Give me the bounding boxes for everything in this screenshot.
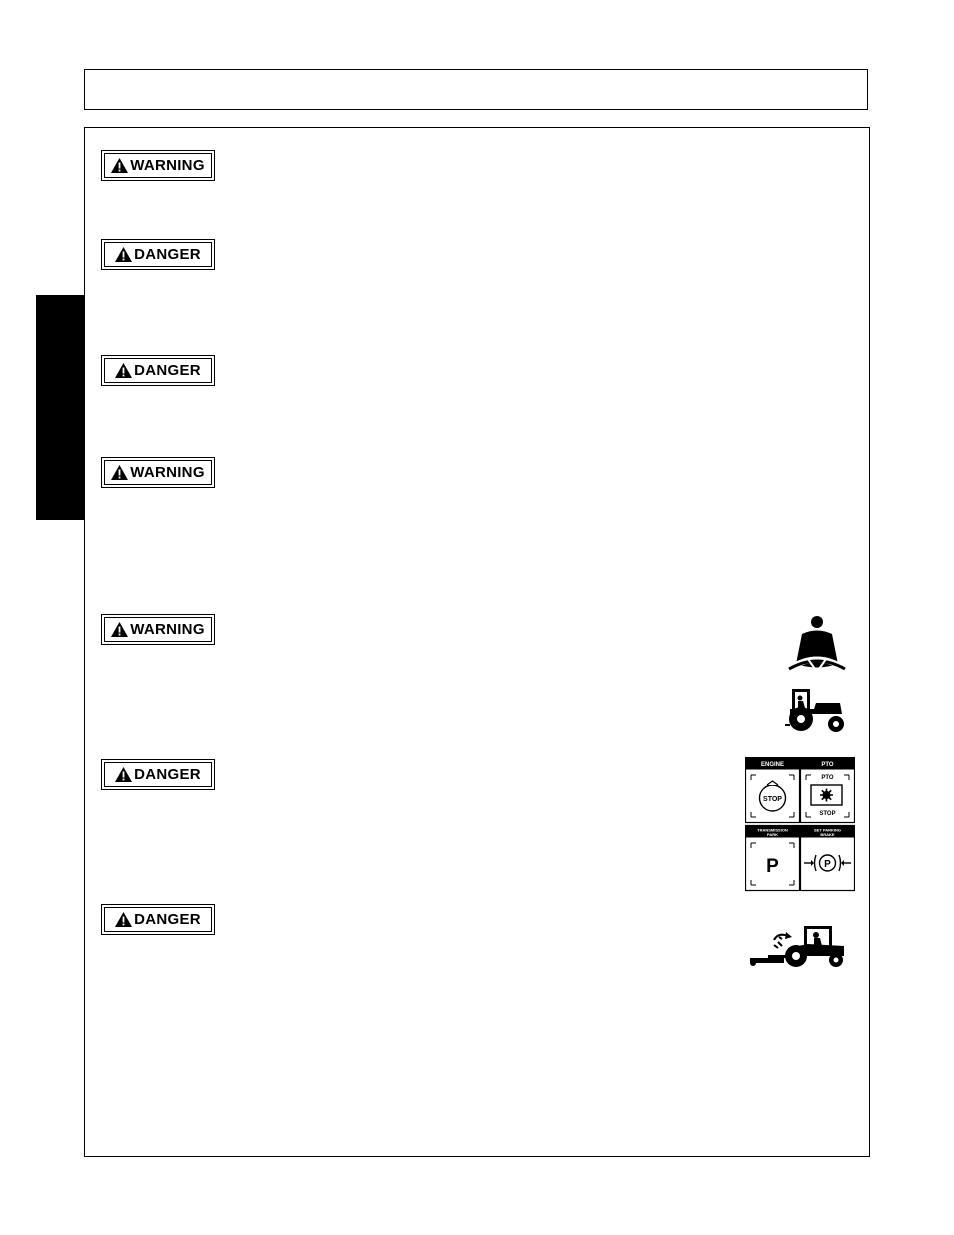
sign-label: WARNING bbox=[130, 621, 205, 638]
sign-label: DANGER bbox=[134, 246, 201, 263]
danger-sign bbox=[101, 759, 215, 790]
sign-label: DANGER bbox=[134, 911, 201, 928]
engine-stop-label: STOP bbox=[763, 796, 782, 803]
danger-sign bbox=[101, 904, 215, 935]
header-box bbox=[84, 69, 868, 110]
alert-triangle-icon bbox=[115, 247, 132, 262]
tractor-mower-debris-icon bbox=[748, 922, 846, 970]
seatbelt-operator-icon bbox=[786, 614, 848, 674]
alert-triangle-icon bbox=[115, 767, 132, 782]
pto-stop-label: STOP bbox=[819, 811, 836, 817]
shutdown-controls-icon bbox=[745, 757, 855, 892]
danger-sign bbox=[101, 239, 215, 270]
transmission-label: TRANSMISSION bbox=[757, 827, 788, 833]
warning-sign bbox=[101, 614, 215, 645]
alert-triangle-icon bbox=[115, 363, 132, 378]
danger-sign bbox=[101, 355, 215, 386]
park-letter: P bbox=[766, 856, 779, 877]
warning-sign bbox=[101, 150, 215, 181]
alert-triangle-icon bbox=[111, 465, 128, 480]
sign-label: WARNING bbox=[130, 157, 205, 174]
engine-label: ENGINE bbox=[760, 762, 785, 768]
alert-triangle-icon bbox=[115, 912, 132, 927]
sign-label: DANGER bbox=[134, 362, 201, 379]
alert-triangle-icon bbox=[111, 158, 128, 173]
warning-sign bbox=[101, 457, 215, 488]
tractor-rops-icon bbox=[784, 688, 848, 734]
alert-triangle-icon bbox=[111, 622, 128, 637]
pto-label: PTO bbox=[821, 762, 834, 768]
sign-label: WARNING bbox=[130, 464, 205, 481]
brake-label: BRAKE bbox=[820, 832, 835, 837]
sign-label: DANGER bbox=[134, 766, 201, 783]
pto-top-label: PTO bbox=[821, 775, 834, 781]
parking-label: SET PARKING bbox=[813, 827, 842, 833]
brake-letter: P bbox=[824, 859, 831, 870]
section-tab bbox=[36, 295, 84, 520]
park-label: PARK bbox=[766, 832, 779, 837]
